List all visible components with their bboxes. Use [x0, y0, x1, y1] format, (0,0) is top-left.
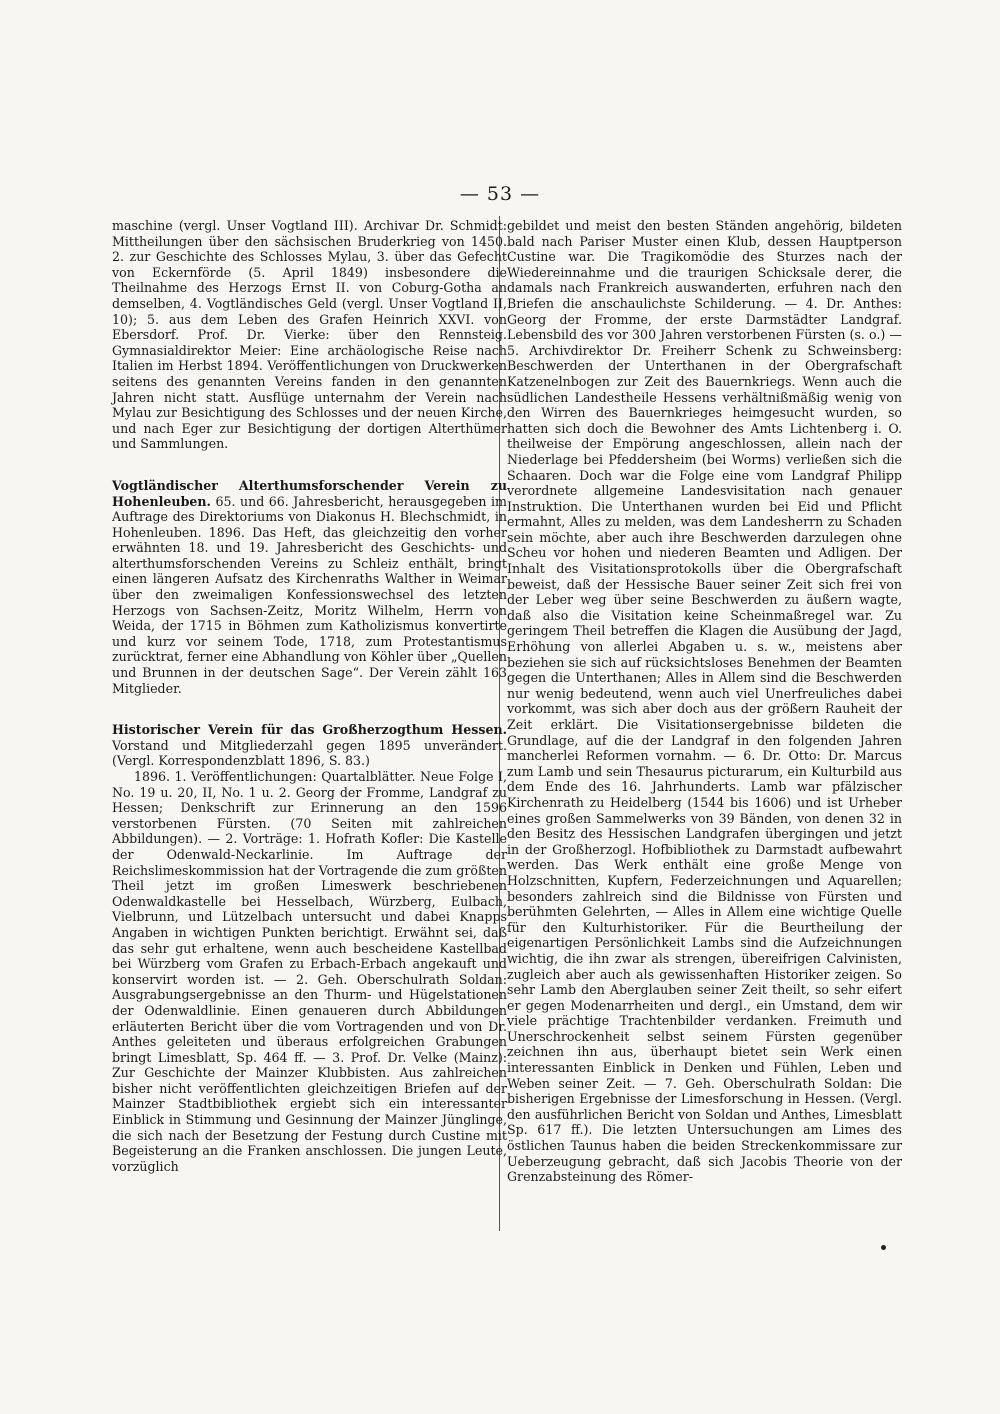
right-column	[507, 218, 902, 1185]
paragraph-body: Vorstand und Mitgliederzahl gegen 1895 unverändert. (Vergl. Korrespondenzblatt 1896, S. 83.)	[112, 737, 507, 769]
page-number: — 53 —	[459, 183, 541, 205]
paragraph-body: 65. und 66. Jahresbericht, herausgegeben im Auftrage des Direktoriums von Diakonus H. Blechschmidt, in Hohenleuben. 1896. Das Heft, das gleichzeitig den vorher erwähnten 18. und 19. Jahresbericht des Geschichts- und alterthumsforschenden Vereins zu Schleiz enthält, bringt einen längeren Aufsatz des Kirchenraths Walther in Weimar über den zweimaligen Konfessionswechsel des letzten Herzogs von Sachsen-Zeitz, Moritz Wilhelm, Herrn von Weida, der 1715 in Böhmen zum Katholizismus konvertirte und kurz vor seinem Tode, 1718, zum Protestantismus zurücktrat, ferner eine Abhandlung von Köhler über „Quellen und Brunnen in der deutschen Sage“. Der Verein zählt 163 Mitglieder.	[112, 493, 507, 696]
paragraph	[112, 478, 507, 696]
paragraph	[112, 722, 507, 769]
left-column	[112, 218, 507, 1174]
paragraph: gebildet und meist den besten Ständen angehörig, bildeten bald nach Pariser Muster einen Klub, dessen Hauptperson Custine war. Die Tragikomödie des Sturzes nach der Wiedereinnahme und die traurigen Schicksale derer, die damals nach Frankreich auswanderten, erfuhren nach den Briefen die anschaulichste Schilderung. — 4. Dr. Anthes: Georg der Fromme, der erste Darmstädter Landgraf. Lebensbild des vor 300 Jahren verstorbenen Fürsten (s. o.) — 5. Archivdirektor Dr. Freiherr Schenk zu Schweinsberg: Beschwerden der Unterthanen in der Obergrafschaft Katzenelnbogen zur Zeit des Bauernkriegs. Wenn auch die südlichen Landestheile Hessens verhältnißmäßig wenig von den Wirren des Bauernkrieges heimgesucht wurden, so hatten sich doch die Bewohner des Amts Lichtenberg i. O. theilweise der Empörung angeschlossen, allein nach der Niederlage bei Pfeddersheim (bei Worms) verließen sich die Schaaren. Doch war die Folge eine vom Landgraf Philipp verordnete allgemeine Landesvisitation nach genauer Instruktion. Die Unterthanen wurden bei Eid und Pflicht ermahnt, Alles zu melden, was dem Landesherrn zu Schaden sein möchte, aber auch ihre Beschwerden darzulegen ohne Scheu vor hohen und niederen Beamten und Adligen. Der Inhalt des Visitationsprotokolls über die Obergrafschaft beweist, daß der Hessische Bauer seiner Zeit sich frei von der Leber weg über seine Beschwerden zu äußern wagte, daß also die Visitation keine Scheinmaßregel war. Zu geringem Theil betreffen die Klagen die Ausübung der Jagd, Erhöhung von allerlei Abgaben u. s. w., meistens aber beziehen sie sich auf rücksichtsloses Benehmen der Beamten gegen die Unterthanen; Alles in Allem sind die Beschwerden nur wenig bedeutend, wenn auch viel Unerfreuliches dabei vorkommt, was sich aber doch aus der größern Rauheit der Zeit erklärt. Die Visitationsergebnisse bildeten die Grundlage, auf die der Landgraf in den folgenden Jahren mancherlei Reformen vornahm. — 6. Dr. Otto: Dr. Marcus zum Lamb und sein Thesaurus picturarum, ein Kulturbild aus dem Ende des 16. Jahrhunderts. Lamb war pfälzischer Kirchenrath zu Heidelberg (1544 bis 1606) und ist Urheber eines großen Sammelwerks von 39 Bänden, von denen 32 in den Besitz des Hessischen Landgrafen übergingen und jetzt in der Großherzogl. Hofbibliothek zu Darmstadt aufbewahrt werden. Das Werk enthält eine große Menge von Holzschnitten, Kupfern, Federzeichnungen und Aquarellen; besonders zahlreich sind die Bildnisse von Fürsten und berühmten Gelehrten, — Alles in Allem eine wichtige Quelle für den Kulturhistoriker. Für die Beurtheilung der eigenartigen Persönlichkeit Lambs sind die Aufzeichnungen wichtig, die ihn zwar als strengen, übereifrigen Calvinisten, zugleich aber auch als gewissenhaften Historiker zeigen. So sehr Lamb den Aberglauben seiner Zeit theilt, so sehr eifert er gegen Modenarrheiten und dergl., ein Umstand, dem wir viele prächtige Trachtenbilder verdanken. Freimuth und Unerschrockenheit selbst seinem Fürsten gegenüber zeichnen ihn aus, überhaupt bietet sein Werk einen interessanten Einblick in Denken und Fühlen, Leben und Weben seiner Zeit. — 7. Geh. Oberschulrath Soldan: Die bisherigen Ergebnisse der Limesforschung in Hessen. (Vergl. den ausführlichen Bericht von Soldan und Anthes, Limesblatt Sp. 617 ff.). Die letzten Untersuchungen am Limes des östlichen Taunus haben die beiden Streckenkommissare zur Ueberzeugung gebracht, daß sich Jacobis Theorie von der Grenzabsteinung des Römer-	[507, 218, 902, 1185]
paragraph: 1896. 1. Veröffentlichungen: Quartalblätter. Neue Folge I, No. 19 u. 20, II, No. 1 u. 2. Georg der Fromme, Landgraf zu Hessen; Denkschrift zur Erinnerung an den 1596 verstorbenen Fürsten. (70 Seiten mit zahlreichen Abbildungen). — 2. Vorträge: 1. Hofrath Kofler: Die Kastelle der Odenwald-Neckarlinie. Im Auftrage der Reichslimeskommission hat der Vortragende die zum größten Theil jetzt im großen Limeswerk beschriebenen Odenwaldkastelle bei Hesselbach, Würzberg, Eulbach, Vielbrunn, und Lützelbach untersucht und dabei Knapps Angaben in wichtigen Punkten berichtigt. Erwähnt sei, daß das sehr gut erhaltene, wenn auch bescheidene Kastellbad bei Würzberg vom Grafen zu Erbach-Erbach angekauft und konservirt worden ist. — 2. Geh. Oberschulrath Soldan: Ausgrabungsergebnisse an den Thurm- und Hügelstationen der Odenwaldlinie. Einen genaueren durch Abbildungen erläuterten Bericht über die vom Vortragenden und von Dr. Anthes geleiteten und überaus erfolgreichen Grabungen bringt Limesblatt, Sp. 464 ff. — 3. Prof. Dr. Velke (Mainz): Zur Geschichte der Mainzer Klubbisten. Aus zahlreichen bisher nicht veröffentlichten gleichzeitigen Briefen auf der Mainzer Stadtbibliothek ergiebt sich ein interessanter Einblick in Stimmung und Gesinnung der Mainzer Jünglinge, die sich nach der Besetzung der Festung durch Custine mit Begeisterung an die Franken anschlossen. Die jungen Leute, vorzüglich	[112, 769, 507, 1174]
ink-dot	[881, 1245, 886, 1250]
section-title: Vogtländischer Alterthumsforschender Verein zu Hohenleuben.	[112, 477, 507, 509]
section-title: Historischer Verein für das Großherzogthum Hessen.	[112, 722, 507, 738]
paragraph: maschine (vergl. Unser Vogtland III). Archivar Dr. Schmidt: Mittheilungen über den sächsischen Bruderkrieg von 1450. 2. zur Geschichte des Schlosses Mylau, 3. über das Gefecht von Eckernförde (5. April 1849) insbesondere die Theilnahme des Herzogs Ernst II. von Coburg-Gotha an demselben, 4. Vogtländisches Geld (vergl. Unser Vogtland II, 10); 5. aus dem Leben des Grafen Heinrich XXVI. von Ebersdorf. Prof. Dr. Vierke: über den Rennsteig. Gymnasialdirektor Meier: Eine archäologische Reise nach Italien im Herbst 1894. Veröffentlichungen von Druckwerken seitens des genannten Vereins fanden in den genannten Jahren nicht statt. Ausflüge unternahm der Verein nach Mylau zur Besichtigung des Schlosses und der neuen Kirche, und nach Eger zur Besichtigung der dortigen Alterthümer und Sammlungen.	[112, 218, 507, 452]
